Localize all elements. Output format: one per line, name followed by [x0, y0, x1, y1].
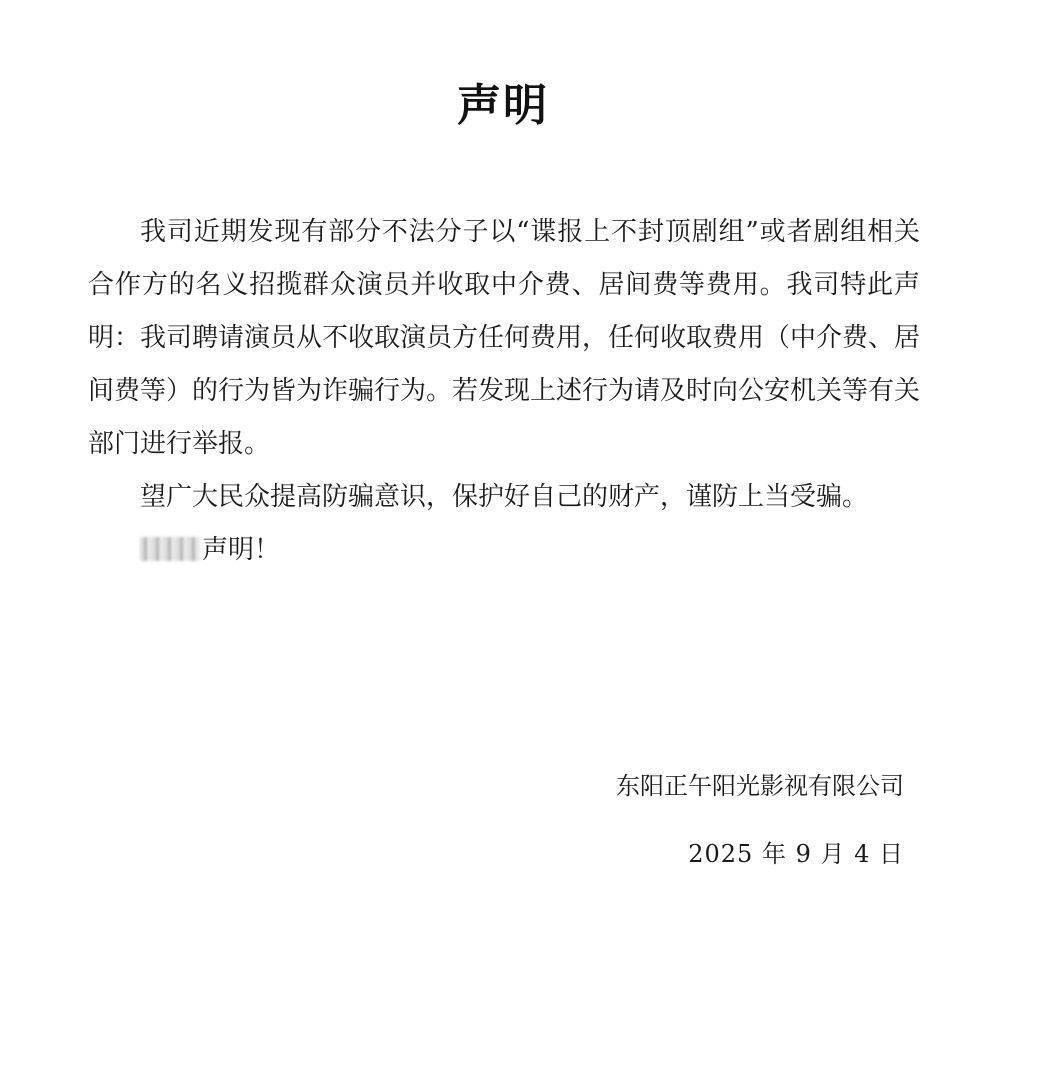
document-date: 2025 年 9 月 4 日 — [688, 840, 904, 868]
document-title: 声明 — [457, 80, 549, 131]
paragraph-notice: 我司近期发现有部分不法分子以“谍报上不封顶剧组”或者剧组相关合作方的名义招揽群众演员并收取中介费、居间费等费用。我司特此声明：我司聘请演员从不收取演员方任何费用，任何收取费用（中介费、居间费等）的行为皆为诈骗行为。若发现上述行为请及时向公安机关等有关部门进行举报。 — [88, 217, 921, 459]
closing-line — [88, 524, 920, 577]
document-body — [88, 206, 920, 577]
redacted-mark — [140, 537, 200, 561]
company-name: 东阳正午阳光影视有限公司 — [616, 772, 904, 800]
signature-block — [616, 770, 904, 870]
paragraph-warning: 望广大民众提高防骗意识，保护好自己的财产，谨防上当受骗。 — [140, 482, 869, 512]
closing-text: 声明！ — [202, 535, 281, 565]
